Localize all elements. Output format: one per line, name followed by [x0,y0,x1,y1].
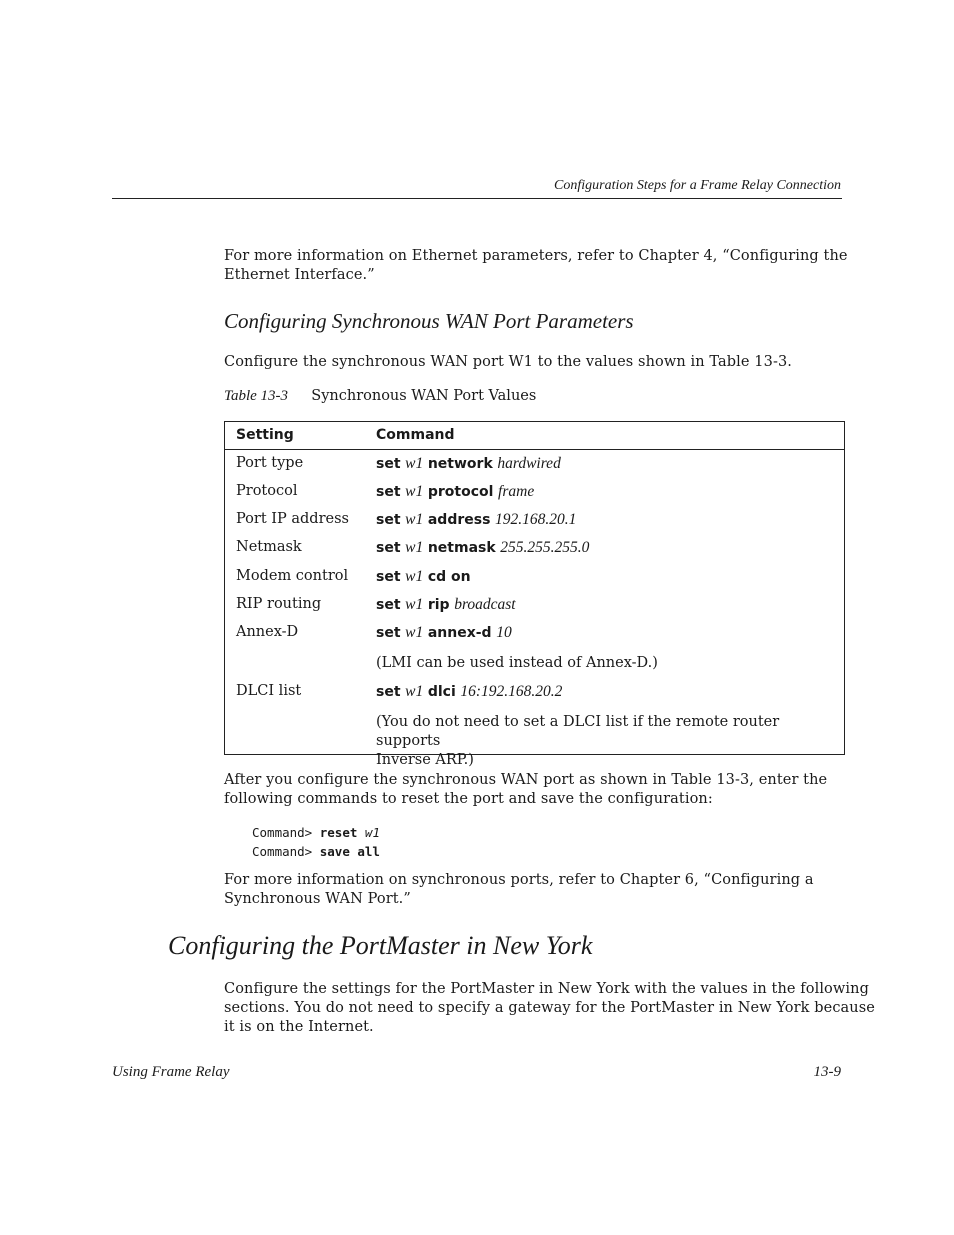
settings-table [224,421,845,768]
intro-paragraph [224,247,848,285]
after-table-line-2: following commands to reset the port and save the configuration: [224,791,713,807]
command-parameter: dlci [427,684,456,700]
table-row-command [376,567,471,587]
table-row-command [376,538,589,558]
command-port: w1 [405,624,424,641]
table-row-setting: Protocol [236,483,298,499]
command-parameter: rip [427,597,450,613]
table-row-command [376,682,562,702]
command-prompt: Command> [252,844,313,859]
table-row-setting: Modem control [236,568,349,584]
section-intro-paragraph: Configure the synchronous WAN port W1 to the values shown in Table 13-3. [224,354,792,370]
command-keyword: set [376,484,401,500]
command-parameter: address [427,512,491,528]
footer-page-number: 13-9 [813,1064,841,1080]
command-value: 10 [496,624,512,641]
intro-line-1: For more information on Ethernet parameters, refer to Chapter 4, “Configuring the [224,248,848,264]
header-rule [112,198,842,199]
intro-line-2: Ethernet Interface.” [224,267,375,283]
command-value: 16:192.168.20.2 [460,683,563,700]
command-text: reset [319,825,358,840]
table-row-setting: Netmask [236,539,302,555]
command-argument: w1 [364,825,380,840]
after-table-line-1: After you configure the synchronous WAN port as shown in Table 13-3, enter the [224,772,828,788]
command-port: w1 [405,483,424,500]
table-row-command [376,595,516,615]
table-row-command [376,482,534,502]
command-text: save all [319,844,380,859]
command-keyword: set [376,540,401,556]
table-row-command [376,510,576,530]
table-row-note: (LMI can be used instead of Annex-D.) [376,655,658,671]
command-keyword: set [376,512,401,528]
command-parameter: network [427,456,493,472]
command-port: w1 [405,596,424,613]
command-port: w1 [405,539,424,556]
command-parameter: annex-d [427,625,492,641]
command-parameter: cd on [427,569,471,585]
table-row-note [376,713,844,770]
after-table-paragraph [224,771,827,809]
table-caption-number: Table 13-3 [224,388,289,404]
command-keyword: set [376,569,401,585]
table-row-setting: Port type [236,455,304,471]
command-port: w1 [405,511,424,528]
command-port: w1 [405,568,424,585]
running-header: Configuration Steps for a Frame Relay Connection [554,178,841,193]
command-value: 192.168.20.1 [495,511,577,528]
command-example [252,823,380,861]
table-caption [224,388,536,405]
sync-ref-line-1: For more information on synchronous ports, refer to Chapter 6, “Configuring a [224,872,814,888]
footer-book-title: Using Frame Relay [112,1064,230,1080]
table-row-setting: DLCI list [236,683,302,699]
table-caption-title: Synchronous WAN Port Values [311,388,537,404]
table-row-setting: Port IP address [236,511,349,527]
table-header-rule [225,449,844,450]
table-row-command [376,454,561,474]
sync-ports-reference-paragraph [224,871,814,909]
sync-ref-line-2: Synchronous WAN Port.” [224,891,411,907]
table-row-note-line-2: Inverse ARP.) [376,752,474,768]
command-port: w1 [405,455,424,472]
command-parameter: netmask [427,540,496,556]
command-parameter: protocol [427,484,494,500]
command-keyword: set [376,456,401,472]
command-keyword: set [376,625,401,641]
new-york-line-2: sections. You do not need to specify a gateway for the PortMaster in New York because [224,1000,875,1016]
command-line [252,823,380,842]
command-line [252,842,380,861]
command-keyword: set [376,597,401,613]
table-row-command [376,623,512,643]
new-york-paragraph [224,980,875,1037]
column-header-command: Command [376,427,455,443]
command-value: frame [498,483,535,500]
table-row-note-line-1: (You do not need to set a DLCI list if the remote router supports [376,714,780,749]
command-prompt: Command> [252,825,313,840]
section-heading-new-york: Configuring the PortMaster in New York [168,931,593,960]
command-value: 255.255.255.0 [500,539,590,556]
command-value: hardwired [497,455,561,472]
command-port: w1 [405,683,424,700]
command-value: broadcast [454,596,516,613]
section-heading-sync-wan: Configuring Synchronous WAN Port Parameters [224,309,634,333]
command-keyword: set [376,684,401,700]
new-york-line-3: it is on the Internet. [224,1019,374,1035]
new-york-line-1: Configure the settings for the PortMaster in New York with the values in the following [224,981,869,997]
table-row-setting: RIP routing [236,596,322,612]
table-row-setting: Annex-D [236,624,299,640]
column-header-setting: Setting [236,427,294,443]
